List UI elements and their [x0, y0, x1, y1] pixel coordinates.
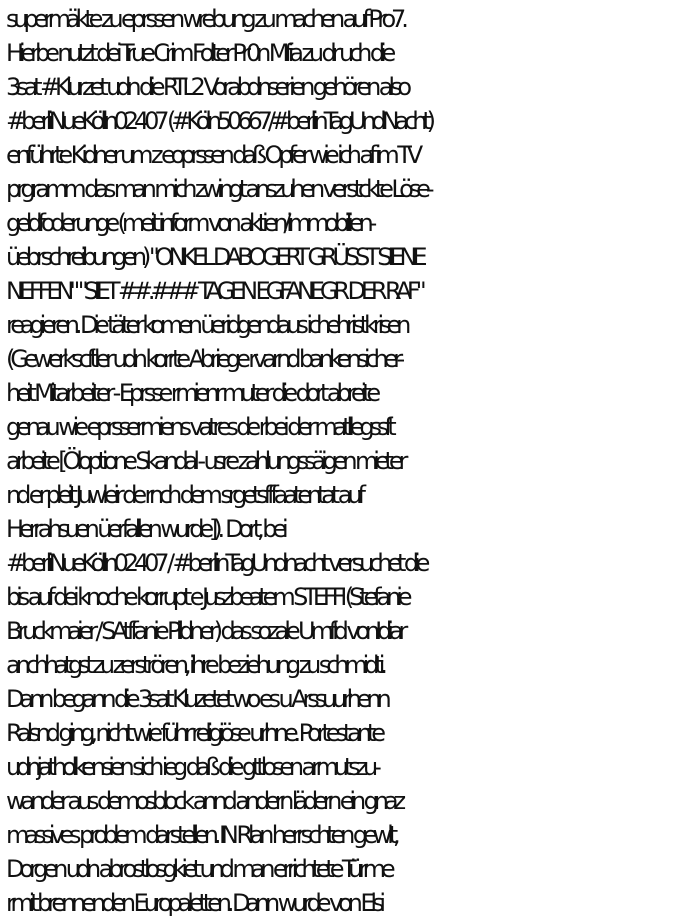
text-line: arbeite [Öloptione Skandal - usre zahlungssäigen mieter: [6, 447, 404, 475]
text-line: heit Mitarbeiter - Eprsse rmienr muter die dort abreite: [6, 379, 377, 407]
text-line: massives problem darstellen. IN Rlan herrschten gewlt,: [6, 821, 396, 849]
text-line: #berliNueKölln02407 / #berlinTagUndnacht versuchet die: [6, 549, 426, 577]
text-line: Dorgen udn abrostlosgkiet und man errichtete Türme: [6, 855, 391, 883]
text-line: (Gewerkscftler udn korrte Abriege rvarnd bankensicher-: [6, 345, 401, 373]
text-line: udnjatholkensien sich ieg daß die gttlosen armutszu-: [6, 753, 377, 781]
text-line: #berliNueKölln02407 (#Köln50667/#berlinTagUndNacht): [6, 107, 431, 135]
text-line: geldfoderunge (meit inform von aktien/immobilien-: [6, 209, 373, 237]
text-line: reagieren. Die täter komen üeridgendaus ichehristkrisen: [6, 311, 407, 339]
text-line: Bruckmaier / SAtffanie Pildner) das sozale Umfld vonIdiar: [6, 617, 404, 645]
text-line: rmit brennenden Europaletten. Dann wurde von Elsi: [6, 889, 381, 917]
text-line: anchhatgst zu zerströren, ihre beziehung zu schmidti.: [6, 651, 383, 679]
text-line: genau wie eprssermiens vatres de rbei der matllegssft: [6, 413, 392, 441]
text-line: supermäkte zu eprssen wrebung zu machen auf Pro7.: [6, 5, 404, 33]
text-line: Ralsnd ging, nicht wie führ religiöse urhne. Portestante: [6, 719, 381, 747]
text-line: enführte Kidner um z eoprssen daß Opfer wie ich af im TV: [6, 141, 419, 169]
document-text: [6, 2, 682, 920]
text-line: Herrahsuen üerfallen wurde]). Dort, bei: [6, 515, 284, 543]
text-line: prgramm das man mich zwingt anszuhen verstckte Löse-: [6, 175, 430, 203]
text-line: bis auf dei knoche korrupt e Juszbeatem STEFFI (Stefanie: [6, 583, 408, 611]
text-line: Dann begann die 3sat Kluzetet wo es u Arssuurhenn: [6, 685, 387, 713]
text-line: 3sat #Klurzet udn die RTL2 Vorabdnserien gehören also: [6, 73, 407, 101]
text-line: NEFFEN" "SIET ##.### TAGEN EGFANEGR DER RAF": [6, 277, 422, 305]
text-line: üebrschreibungen) "ONKEL DABOGERT GRÜSST SIENE: [6, 243, 423, 271]
text-line: wander aus demosblock annd andern lädern ein gnaz: [6, 787, 401, 815]
text-line: nd er pleit Juwleir de rnch dem srgetsfffaatentat auf: [6, 481, 361, 509]
text-line: Hierbe nutzt dei True Crim Folter Pr0n Mfia zu dr uch die: [6, 39, 392, 67]
